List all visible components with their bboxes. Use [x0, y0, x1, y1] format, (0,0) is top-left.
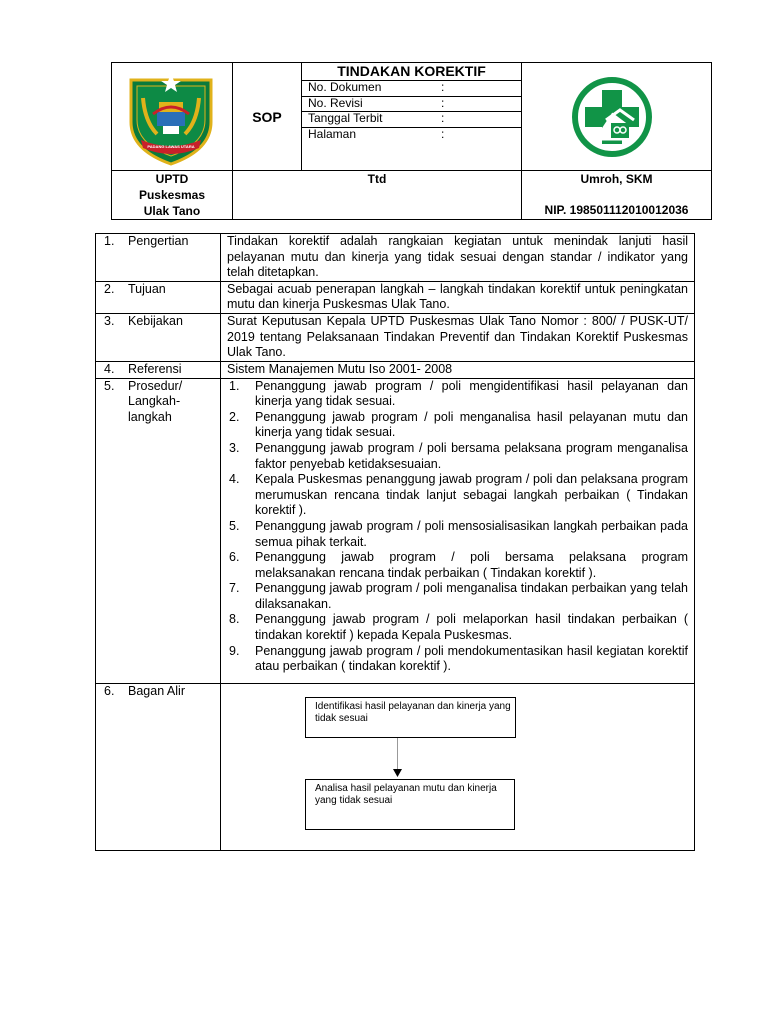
section-text: Sebagai acuab penerapan langkah – langkah tindakan korektif untuk peningkatan mutu dan kinerja Puskesmas Ulak Tano. — [221, 281, 695, 313]
section-row — [96, 361, 695, 378]
section-row — [96, 313, 695, 361]
step-text: Kepala Puskesmas penanggung jawab program / poli dan pelaksana program merumuskan rencana tindak lanjut sebagai langkah perbaikan ( Tindakan korektif ). — [255, 472, 688, 518]
official-nip: NIP. 198501112010012036 — [544, 203, 689, 217]
meta-sep: : — [441, 127, 445, 142]
meta-row — [302, 112, 521, 128]
step-text: Penanggung jawab program / poli menganalisa tindakan perbaikan yang telah dilaksanakan. — [255, 581, 688, 611]
step-item — [227, 612, 688, 643]
flowchart-box-identify: Identifikasi hasil pelayanan dan kinerja yang tidak sesuai — [305, 697, 516, 738]
section-number: 4. — [104, 361, 115, 376]
meta-row — [302, 81, 521, 96]
step-item — [227, 644, 688, 675]
header-table — [111, 62, 712, 220]
flowchart-box-analyze: Analisa hasil pelayanan mutu dan kinerja yang tidak sesuai — [305, 779, 515, 830]
meta-sep: : — [441, 81, 521, 96]
step-item — [227, 472, 688, 519]
meta-sep: : — [441, 112, 521, 128]
meta-sep: : — [441, 96, 521, 112]
section-number: 2. — [104, 281, 115, 296]
org-line: Ulak Tano — [143, 204, 201, 218]
step-item — [227, 441, 688, 472]
section-number: 1. — [104, 234, 115, 248]
section-label: Kebijakan — [128, 313, 183, 328]
step-number: 7. — [229, 581, 240, 596]
document-title: TINDAKAN KOREKTIF — [302, 63, 521, 81]
sop-label-cell — [233, 63, 302, 171]
step-number: 2. — [229, 409, 240, 424]
logo-caption: PADANG LAWAS UTARA — [147, 144, 195, 149]
step-number: 8. — [229, 612, 240, 627]
section-row — [96, 378, 695, 683]
step-number: 5. — [229, 518, 240, 533]
meta-label: No. Dokumen — [302, 81, 441, 96]
section-heading — [96, 313, 221, 361]
title-meta-cell — [302, 63, 522, 171]
signature-label: Ttd — [367, 172, 387, 186]
step-item — [227, 581, 688, 612]
section-text: Surat Keputusan Kepala UPTD Puskesmas Ulak Tano Nomor : 800/ / PUSK-UT/ 2019 tentang Pelaksanaan Tindakan Preventif dan Tindakan Korektif Puskesmas Ulak Tano. — [221, 313, 695, 361]
puskesmas-logo-cell — [522, 63, 712, 171]
step-item — [227, 410, 688, 441]
meta-label: No. Revisi — [302, 96, 441, 112]
step-item — [227, 519, 688, 550]
step-text: Penanggung jawab program / poli mensosialisasikan langkah perbaikan pada semua pihak terkait. — [255, 518, 688, 549]
section-heading — [96, 281, 221, 313]
steps-list — [227, 379, 688, 675]
step-number: 3. — [229, 440, 240, 455]
section-number: 3. — [104, 313, 115, 328]
step-text: Penanggung jawab program / poli melaporkan hasil tindakan perbaikan ( tindakan korektif ) kepada Kepala Puskesmas. — [255, 612, 688, 643]
step-item — [227, 550, 688, 581]
section-label: Prosedur/ Langkah-langkah — [128, 378, 183, 424]
section-label: Tujuan — [128, 281, 166, 296]
arrow-down-icon — [393, 769, 402, 777]
step-text: Penanggung jawab program / poli bersama pelaksana program melaksanakan rencana tindak perbaikan ( Tindakan korektif ). — [255, 550, 688, 580]
step-text: Penanggung jawab program / poli mendokumentasikan hasil kegiatan korektif atau perbaikan ( tindakan korektif ). — [255, 643, 688, 674]
section-label: Pengertian — [128, 234, 189, 248]
section-number: 6. — [104, 683, 115, 698]
puskesmas-logo-icon — [571, 76, 653, 158]
section-label: Referensi — [128, 361, 182, 376]
section-number: 5. — [104, 378, 115, 393]
section-text: Tindakan korektif adalah rangkaian kegiatan untuk menindak lanjuti hasil pelayanan mutu dan kinerja yang tidak sesuai dengan standar / indikator yang telah ditetapkan. — [221, 234, 695, 282]
step-number: 1. — [229, 378, 240, 393]
regency-logo — [123, 70, 219, 166]
doc-meta — [302, 81, 521, 143]
meta-label: Tanggal Terbit — [302, 112, 441, 128]
sop-label: SOP — [252, 108, 282, 125]
section-label: Bagan Alir — [128, 683, 185, 698]
signature-cell — [233, 171, 522, 220]
org-line: Puskesmas — [138, 188, 206, 202]
step-item — [227, 379, 688, 410]
section-heading — [96, 234, 221, 282]
meta-label: Halaman — [308, 127, 357, 142]
sop-content-table — [95, 233, 695, 851]
section-text: Sistem Manajemen Mutu Iso 2001- 2008 — [221, 361, 695, 378]
section-row — [96, 281, 695, 313]
logo-cell — [112, 63, 233, 171]
section-heading — [96, 683, 221, 850]
procedure-steps — [221, 378, 695, 683]
org-line: UPTD — [155, 172, 189, 186]
step-number: 6. — [229, 550, 240, 565]
meta-row — [302, 96, 521, 112]
meta-row — [302, 128, 521, 143]
section-heading — [96, 378, 221, 683]
step-text: Penanggung jawab program / poli menganalisa hasil pelayanan mutu dan kinerja yang tidak sesuai. — [255, 409, 688, 440]
official-cell — [522, 171, 712, 220]
flowchart-connector — [397, 738, 398, 771]
official-name: Umroh, SKM — [580, 172, 653, 186]
step-number: 9. — [229, 643, 240, 658]
step-text: Penanggung jawab program / poli bersama pelaksana program menganalisa faktor penyebab ketidaksesuaian. — [255, 440, 688, 471]
section-heading — [96, 361, 221, 378]
step-number: 4. — [229, 472, 240, 487]
step-text: Penanggung jawab program / poli mengidentifikasi hasil pelayanan dan kinerja yang tidak sesuai. — [255, 378, 688, 409]
section-row — [96, 234, 695, 282]
org-cell — [112, 171, 233, 220]
